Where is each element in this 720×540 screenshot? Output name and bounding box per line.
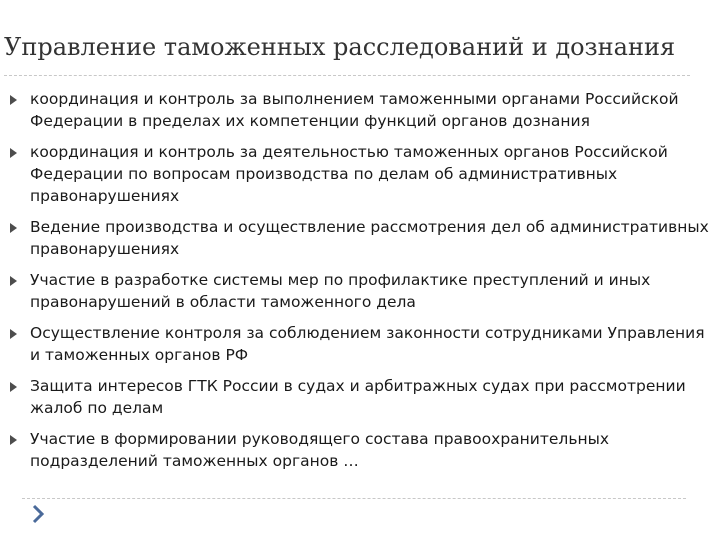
triangle-bullet-icon — [10, 223, 17, 233]
bullet-text: координация и контроль за выполнением таможенными органами Российской Федерации в пределах их компетенции функций органов дознания — [30, 90, 679, 130]
list-item — [0, 428, 720, 472]
bullet-text: Защита интересов ГТК России в судах и арбитражных судах при рассмотрении жалоб по делам — [30, 377, 686, 417]
triangle-bullet-icon — [10, 329, 17, 339]
title-divider — [4, 75, 690, 76]
slide-title: Управление таможенных расследований и дознания — [4, 33, 676, 61]
triangle-bullet-icon — [10, 276, 17, 286]
bullet-text: Осуществление контроля за соблюдением законности сотрудниками Управления и таможенных органов РФ — [30, 324, 705, 364]
bullet-text: Ведение производства и осуществление рассмотрения дел об административных правонарушениях — [30, 218, 709, 258]
triangle-bullet-icon — [10, 148, 17, 158]
bullet-text: Участие в разработке системы мер по профилактике преступлений и иных правонарушений в области таможенного дела — [30, 271, 651, 311]
chevron-right-icon[interactable] — [30, 503, 46, 525]
triangle-bullet-icon — [10, 95, 17, 105]
triangle-bullet-icon — [10, 382, 17, 392]
list-item — [0, 269, 720, 313]
list-item — [0, 322, 720, 366]
list-item — [0, 88, 720, 132]
bullet-text: Участие в формировании руководящего состава правоохранительных подразделений таможенных органов … — [30, 430, 610, 470]
bullet-text: координация и контроль за деятельностью таможенных органов Российской Федерации по вопросам производства по делам об административных правонарушениях — [30, 143, 668, 205]
bottom-divider — [22, 498, 686, 499]
list-item — [0, 375, 720, 419]
list-item — [0, 216, 720, 260]
bullet-list — [0, 88, 720, 481]
list-item — [0, 141, 720, 207]
triangle-bullet-icon — [10, 435, 17, 445]
